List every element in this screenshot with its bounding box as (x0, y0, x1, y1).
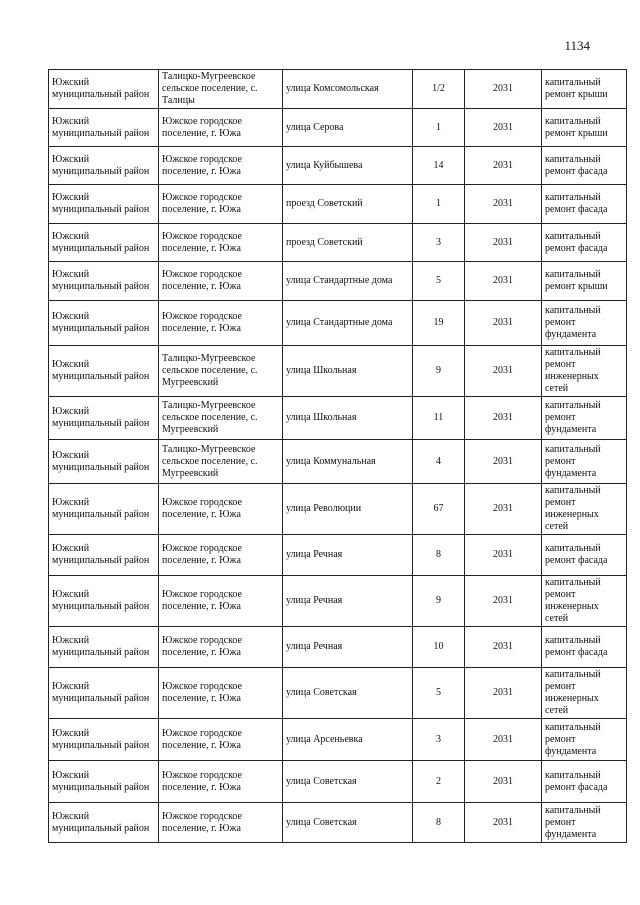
cell-settlement: Южское городское поселение, г. Южа (159, 761, 283, 803)
cell-year: 2031 (465, 668, 542, 719)
table-row (49, 440, 627, 484)
cell-work-type: капитальный ремонт фундамента (542, 719, 627, 761)
cell-work-type: капитальный ремонт фасада (542, 147, 627, 185)
cell-district: Южский муниципальный район (49, 185, 159, 224)
table-row (49, 346, 627, 397)
table-row (49, 761, 627, 803)
cell-house-number: 3 (413, 224, 465, 262)
cell-house-number: 5 (413, 668, 465, 719)
cell-district: Южский муниципальный район (49, 262, 159, 301)
cell-work-type: капитальный ремонт фасада (542, 185, 627, 224)
cell-house-number: 14 (413, 147, 465, 185)
cell-work-type: капитальный ремонт фасада (542, 224, 627, 262)
cell-year: 2031 (465, 262, 542, 301)
cell-house-number: 19 (413, 301, 465, 346)
cell-district: Южский муниципальный район (49, 803, 159, 843)
cell-district: Южский муниципальный район (49, 627, 159, 668)
cell-house-number: 8 (413, 535, 465, 576)
cell-district: Южский муниципальный район (49, 147, 159, 185)
cell-house-number: 8 (413, 803, 465, 843)
table-row (49, 535, 627, 576)
cell-district: Южский муниципальный район (49, 346, 159, 397)
cell-settlement: Южское городское поселение, г. Южа (159, 484, 283, 535)
cell-settlement: Южское городское поселение, г. Южа (159, 719, 283, 761)
cell-street: улица Стандартные дома (283, 262, 413, 301)
cell-house-number: 9 (413, 346, 465, 397)
cell-year: 2031 (465, 576, 542, 627)
cell-year: 2031 (465, 397, 542, 440)
table-row (49, 185, 627, 224)
cell-settlement: Южское городское поселение, г. Южа (159, 262, 283, 301)
cell-street: проезд Советский (283, 185, 413, 224)
cell-work-type: капитальный ремонт инженерных сетей (542, 668, 627, 719)
cell-district: Южский муниципальный район (49, 719, 159, 761)
cell-district: Южский муниципальный район (49, 668, 159, 719)
cell-year: 2031 (465, 535, 542, 576)
cell-settlement: Южское городское поселение, г. Южа (159, 576, 283, 627)
cell-district: Южский муниципальный район (49, 70, 159, 109)
cell-settlement: Южское городское поселение, г. Южа (159, 224, 283, 262)
table-row (49, 109, 627, 147)
cell-district: Южский муниципальный район (49, 224, 159, 262)
cell-settlement: Южское городское поселение, г. Южа (159, 301, 283, 346)
cell-year: 2031 (465, 109, 542, 147)
cell-year: 2031 (465, 761, 542, 803)
table-row (49, 484, 627, 535)
cell-district: Южский муниципальный район (49, 576, 159, 627)
cell-work-type: капитальный ремонт фундамента (542, 440, 627, 484)
cell-district: Южский муниципальный район (49, 397, 159, 440)
cell-street: улица Куйбышева (283, 147, 413, 185)
page-number: 1134 (564, 38, 590, 53)
cell-district: Южский муниципальный район (49, 109, 159, 147)
cell-work-type: капитальный ремонт фасада (542, 761, 627, 803)
cell-street: улица Школьная (283, 346, 413, 397)
cell-settlement: Талицко-Мугреевское сельское поселение, с. Мугреевский (159, 440, 283, 484)
cell-year: 2031 (465, 346, 542, 397)
cell-street: улица Коммунальная (283, 440, 413, 484)
cell-street: улица Советская (283, 803, 413, 843)
cell-work-type: капитальный ремонт инженерных сетей (542, 346, 627, 397)
cell-year: 2031 (465, 719, 542, 761)
table-row (49, 262, 627, 301)
cell-work-type: капитальный ремонт инженерных сетей (542, 576, 627, 627)
cell-year: 2031 (465, 627, 542, 668)
cell-settlement: Южское городское поселение, г. Южа (159, 535, 283, 576)
cell-house-number: 11 (413, 397, 465, 440)
cell-district: Южский муниципальный район (49, 440, 159, 484)
cell-work-type: капитальный ремонт крыши (542, 70, 627, 109)
cell-work-type: капитальный ремонт фундамента (542, 301, 627, 346)
cell-district: Южский муниципальный район (49, 484, 159, 535)
table-row (49, 397, 627, 440)
cell-street: улица Стандартные дома (283, 301, 413, 346)
cell-work-type: капитальный ремонт фундамента (542, 397, 627, 440)
cell-house-number: 10 (413, 627, 465, 668)
cell-district: Южский муниципальный район (49, 301, 159, 346)
cell-settlement: Талицко-Мугреевское сельское поселение, с. Мугреевский (159, 397, 283, 440)
cell-house-number: 67 (413, 484, 465, 535)
cell-work-type: капитальный ремонт фасада (542, 535, 627, 576)
cell-year: 2031 (465, 484, 542, 535)
cell-street: улица Речная (283, 627, 413, 668)
cell-house-number: 2 (413, 761, 465, 803)
cell-house-number: 1/2 (413, 70, 465, 109)
cell-settlement: Талицко-Мугреевское сельское поселение, с. Мугреевский (159, 346, 283, 397)
cell-street: улица Советская (283, 668, 413, 719)
cell-settlement: Южское городское поселение, г. Южа (159, 185, 283, 224)
cell-work-type: капитальный ремонт фундамента (542, 803, 627, 843)
cell-street: улица Революции (283, 484, 413, 535)
cell-house-number: 1 (413, 185, 465, 224)
table-row (49, 301, 627, 346)
housing-repair-table (48, 69, 627, 843)
cell-work-type: капитальный ремонт фасада (542, 627, 627, 668)
cell-house-number: 1 (413, 109, 465, 147)
cell-district: Южский муниципальный район (49, 761, 159, 803)
cell-year: 2031 (465, 440, 542, 484)
table-row (49, 576, 627, 627)
cell-street: улица Речная (283, 535, 413, 576)
cell-street: улица Речная (283, 576, 413, 627)
table-row (49, 668, 627, 719)
cell-district: Южский муниципальный район (49, 535, 159, 576)
cell-year: 2031 (465, 301, 542, 346)
cell-year: 2031 (465, 185, 542, 224)
cell-settlement: Южское городское поселение, г. Южа (159, 147, 283, 185)
cell-settlement: Южское городское поселение, г. Южа (159, 109, 283, 147)
cell-street: улица Советская (283, 761, 413, 803)
table-row (49, 719, 627, 761)
cell-settlement: Южское городское поселение, г. Южа (159, 668, 283, 719)
cell-settlement: Южское городское поселение, г. Южа (159, 627, 283, 668)
table-row (49, 224, 627, 262)
table-row (49, 70, 627, 109)
table-row (49, 627, 627, 668)
cell-work-type: капитальный ремонт инженерных сетей (542, 484, 627, 535)
cell-street: улица Школьная (283, 397, 413, 440)
cell-street: улица Серова (283, 109, 413, 147)
cell-house-number: 4 (413, 440, 465, 484)
cell-work-type: капитальный ремонт крыши (542, 109, 627, 147)
table-row (49, 803, 627, 843)
cell-work-type: капитальный ремонт крыши (542, 262, 627, 301)
cell-street: улица Арсеньевка (283, 719, 413, 761)
cell-settlement: Талицко-Мугреевское сельское поселение, с. Талицы (159, 70, 283, 109)
cell-street: улица Комсомольская (283, 70, 413, 109)
cell-settlement: Южское городское поселение, г. Южа (159, 803, 283, 843)
cell-street: проезд Советский (283, 224, 413, 262)
cell-house-number: 9 (413, 576, 465, 627)
cell-house-number: 5 (413, 262, 465, 301)
table-row (49, 147, 627, 185)
cell-year: 2031 (465, 224, 542, 262)
cell-year: 2031 (465, 803, 542, 843)
cell-year: 2031 (465, 70, 542, 109)
cell-year: 2031 (465, 147, 542, 185)
cell-house-number: 3 (413, 719, 465, 761)
